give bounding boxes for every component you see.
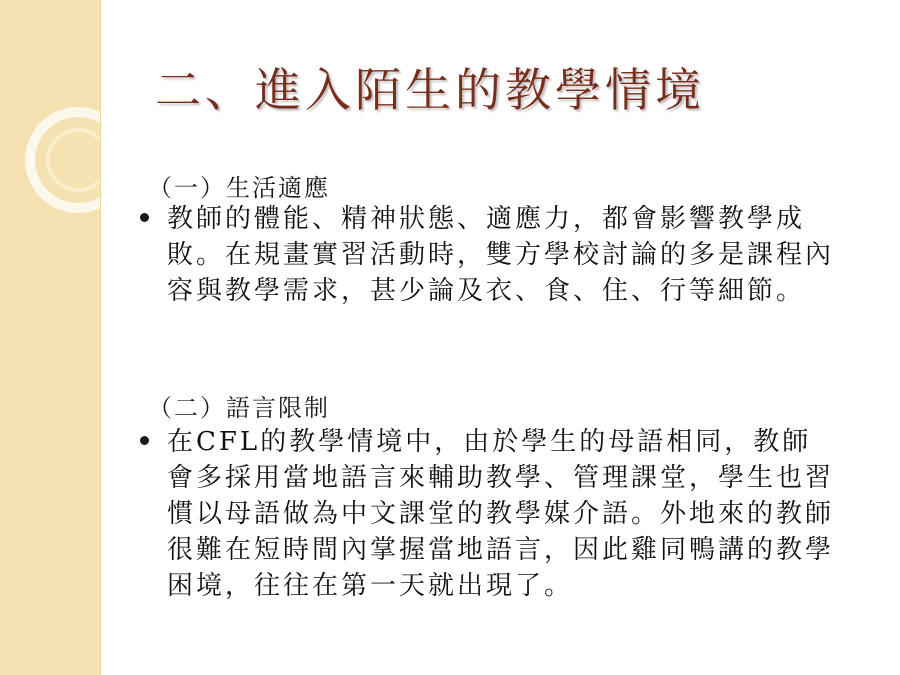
bullet-item-language-limits: [140, 424, 840, 604]
section-heading-life-adaptation: （一）生活適應: [148, 174, 330, 202]
bullet-item-life-adaptation: [140, 201, 840, 309]
slide-title: 二、進入陌生的教學情境: [155, 63, 705, 117]
section-heading-language-limits: （二）語言限制: [148, 394, 330, 422]
bullet-text-language-limits: 在CFL的教學情境中，由於學生的母語相同，教師會多採用當地語言來輔助教學、管理課堂，學生也習慣以母語做為中文課堂的教學媒介語。外地來的教師很難在短時間內掌握當地語言，因此雞同鴨講的教學困境，往往在第一天就出現了。: [167, 427, 835, 601]
bullet-dot-icon: [140, 213, 149, 222]
bullet-text-life-adaptation: 教師的體能、精神狀態、適應力，都會影響教學成敗。在規畫實習活動時，雙方學校討論的多是課程內容與教學需求，甚少論及衣、食、住、行等細節。: [167, 204, 835, 306]
decorative-side-band: [0, 0, 101, 675]
bullet-dot-icon: [140, 436, 149, 445]
decorative-circles-graphic: [0, 0, 100, 675]
